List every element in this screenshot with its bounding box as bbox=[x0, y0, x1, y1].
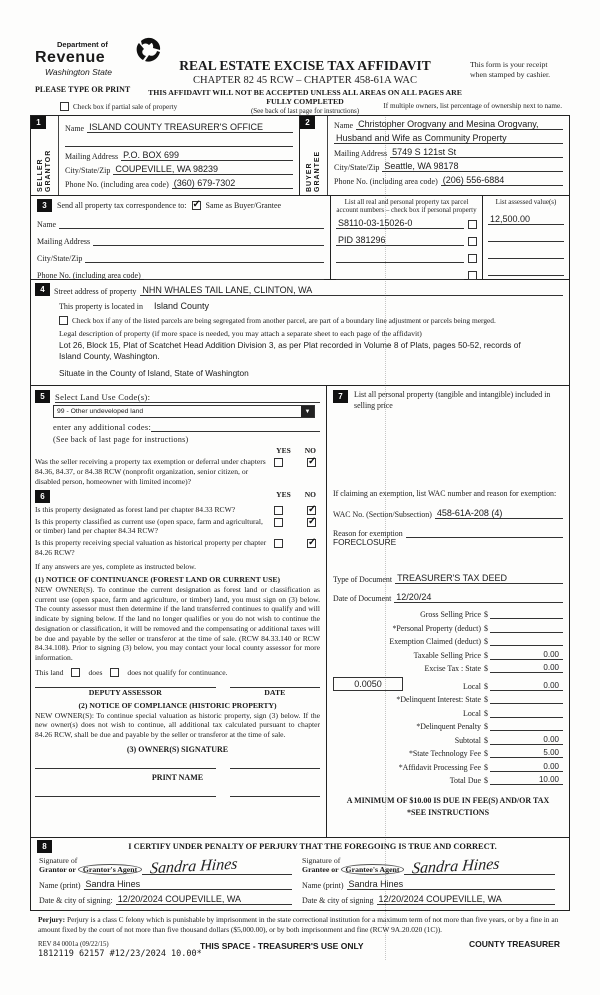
does-label: does bbox=[88, 667, 103, 677]
fee-row-total-due: Total Due $ 10.00 bbox=[333, 775, 563, 785]
certification-section bbox=[31, 838, 569, 910]
additional-codes-field[interactable] bbox=[151, 421, 320, 432]
send-correspondence-label: Send all property tax correspondence to: bbox=[57, 201, 187, 210]
grantee-label: Grantee or bbox=[302, 865, 339, 875]
personal-property-label: List all personal property (tangible and intangible) included in selling price bbox=[354, 390, 551, 410]
form-footer bbox=[30, 938, 570, 971]
q3-no-checkbox[interactable] bbox=[307, 539, 316, 548]
grantee-signature-field[interactable] bbox=[404, 855, 555, 878]
form-warning: THIS AFFIDAVIT WILL NOT BE ACCEPTED UNLESS ALL AREAS ON ALL PAGES ARE FULLY COMPLETED bbox=[148, 88, 462, 106]
reason-exemption-value[interactable]: FORECLOSURE bbox=[333, 537, 397, 548]
exemption-note: If claiming an exemption, list WAC number and reason for exemption: bbox=[333, 489, 557, 499]
grantee-sig-label: Signature of bbox=[302, 855, 341, 865]
fee-label: Total Due bbox=[449, 776, 481, 786]
notice1-title: (1) NOTICE OF CONTINUANCE (FOREST LAND OR CURRENT USE) bbox=[35, 575, 281, 585]
buyer-address-field[interactable]: 5749 S 121st St bbox=[390, 147, 563, 158]
county-treasurer-label: COUNTY TREASURER bbox=[469, 938, 560, 949]
fee-row-exemption: Exemption Claimed (deduct) $ bbox=[333, 636, 563, 646]
fee-value-field[interactable] bbox=[490, 721, 563, 731]
land-use-section bbox=[35, 390, 320, 403]
current-use-question bbox=[35, 517, 320, 537]
property-location-section bbox=[31, 280, 569, 385]
tax-correspondence-section bbox=[31, 196, 331, 279]
buyer-city-field[interactable]: Seattle, WA 98178 bbox=[382, 161, 563, 172]
grantee-print-field[interactable]: Sandra Hines bbox=[347, 879, 555, 890]
fee-label: Local bbox=[463, 681, 481, 691]
fee-row-delinq-state: *Delinquent Interest: State $ bbox=[333, 694, 563, 704]
assessed-value-field[interactable] bbox=[488, 248, 564, 259]
fee-table bbox=[333, 609, 563, 785]
form-title: REAL ESTATE EXCISE TAX AFFIDAVIT bbox=[179, 58, 431, 73]
deputy-assessor-label: DEPUTY ASSESSOR bbox=[88, 687, 162, 697]
grantee-signature-block bbox=[300, 855, 563, 905]
doc-type-label: Type of Document bbox=[333, 575, 393, 585]
section-3-number: 3 bbox=[37, 199, 52, 212]
fee-label: *Delinquent Interest: State bbox=[396, 695, 481, 705]
section-2-number: 2 bbox=[300, 116, 315, 129]
fee-row-penalty: *Delinquent Penalty $ bbox=[333, 721, 563, 731]
fee-label: Subtotal bbox=[454, 735, 481, 745]
fee-value-field[interactable] bbox=[490, 708, 563, 718]
section-6-number: 6 bbox=[35, 490, 50, 503]
land-use-dropdown[interactable] bbox=[53, 405, 315, 418]
grantee-side-label: GRANTEE bbox=[314, 150, 321, 192]
please-type-label: PLEASE TYPE OR PRINT bbox=[35, 85, 131, 94]
buyer-phone-label: Phone No. (including area code) bbox=[334, 177, 438, 186]
seller-name-field-2[interactable] bbox=[65, 136, 293, 147]
fee-row-processing-fee: *Affidavit Processing Fee $ 0.00 bbox=[333, 762, 563, 772]
fee-row-gross: Gross Selling Price $ bbox=[333, 609, 563, 619]
parcel-personal-checkbox[interactable] bbox=[468, 220, 477, 229]
personal-property-section bbox=[333, 390, 563, 411]
owner-signature-line-2[interactable] bbox=[230, 768, 320, 769]
fee-value-field[interactable]: 5.00 bbox=[490, 748, 563, 758]
section-1-number: 1 bbox=[31, 116, 46, 129]
doc-date-field[interactable]: 12/20/24 bbox=[394, 592, 563, 603]
seller-name-field[interactable]: ISLAND COUNTY TREASURER'S OFFICE bbox=[87, 122, 293, 133]
legal-description-label: Legal description of property (if more space is needed, you may attach a separate sheet to each page of the affidavit) bbox=[59, 329, 422, 338]
reason-exemption-field[interactable] bbox=[406, 527, 563, 538]
buyer-name-field[interactable]: Christopher Orogvany and Mesina Orogvany, bbox=[356, 119, 563, 130]
land-does-not-checkbox[interactable] bbox=[110, 668, 119, 677]
buyer-city-label: City/State/Zip bbox=[334, 163, 380, 172]
grantor-agent-label: Grantor's Agent bbox=[78, 864, 142, 875]
corr-phone-label: Phone No. (including area code) bbox=[37, 271, 141, 280]
fee-label: *Personal Property (deduct) bbox=[392, 623, 481, 633]
section-6-header bbox=[35, 490, 320, 503]
fee-label: Gross Selling Price bbox=[420, 610, 481, 620]
grantor-side-label: GRANTOR bbox=[45, 149, 52, 192]
forest-land-question bbox=[35, 505, 320, 515]
treasurer-stamp: 1812119 62157 #12/23/2024 10.00* bbox=[38, 948, 202, 959]
grantor-date-field[interactable]: 12/20/2024 COUPEVILLE, WA bbox=[116, 894, 292, 905]
section-8-number: 8 bbox=[37, 840, 52, 853]
seller-name-label: Name bbox=[65, 124, 85, 133]
owner-signature-line[interactable] bbox=[35, 768, 216, 769]
grantee-date-label: Date & city of signing bbox=[302, 896, 374, 905]
tax-exemption-question bbox=[35, 457, 320, 487]
parcel-field[interactable] bbox=[336, 252, 464, 263]
seller-address-field[interactable]: P.O. BOX 699 bbox=[121, 150, 293, 161]
fee-label: *Delinquent Penalty bbox=[416, 722, 481, 732]
land-use-selected-value: 99 - Other undeveloped land bbox=[57, 408, 144, 415]
grantor-print-field[interactable]: Sandra Hines bbox=[84, 879, 292, 890]
perjury-text: Perjury is a class C felony which is punishable by imprisonment in the state correctional institution for a maximum term of not more than five years, or by a fine in an amount fixed by the court of not more than five thousand dollars ($5,000.00), or by both imprisonment and fine (RCW 9A.20.020 (1C)). bbox=[38, 915, 559, 934]
minimum-fee-note: A MINIMUM OF $10.00 IS DUE IN FEE(S) AND/OR TAX bbox=[346, 796, 550, 806]
wac-label: WAC No. (Section/Subsection) bbox=[333, 510, 432, 520]
fee-value-field[interactable]: 0.00 bbox=[490, 681, 563, 691]
section-4-number: 4 bbox=[35, 283, 50, 296]
parcel-numbers-section bbox=[331, 196, 483, 279]
see-instructions-note: *SEE INSTRUCTIONS bbox=[406, 807, 490, 817]
corr-address-field[interactable] bbox=[93, 235, 324, 246]
doc-type-field[interactable]: TREASURER'S TAX DEED bbox=[395, 573, 563, 584]
does-not-label: does not qualify for continuance. bbox=[127, 667, 228, 677]
grantor-label: Grantor or bbox=[39, 865, 76, 875]
perjury-notice bbox=[30, 913, 570, 937]
see-back-instructions: (See back of last page for instructions) bbox=[53, 435, 189, 444]
buyer-name-label: Name bbox=[334, 121, 354, 130]
logo-text: Washington State bbox=[45, 67, 112, 77]
corr-name-field[interactable] bbox=[59, 218, 324, 229]
seller-phone-field[interactable]: (360) 679-7302 bbox=[172, 178, 293, 189]
fee-label: Local bbox=[463, 708, 481, 718]
doc-date-label: Date of Document bbox=[333, 594, 392, 604]
wac-field[interactable]: 458-61A-208 (4) bbox=[435, 508, 563, 519]
legal-description-situate[interactable]: Situate in the County of Island, State of Washington bbox=[59, 367, 249, 378]
parcel-personal-checkbox[interactable] bbox=[468, 254, 477, 263]
fee-label: Excise Tax : State bbox=[424, 664, 481, 674]
assessed-header: List assessed value(s) bbox=[495, 198, 557, 206]
grantor-signature-field[interactable] bbox=[142, 855, 292, 878]
this-land-label: This land bbox=[35, 667, 64, 677]
q2-no-checkbox[interactable] bbox=[307, 518, 316, 527]
grantor-signature: Sandra Hines bbox=[149, 855, 239, 878]
grantor-print-label: Name (print) bbox=[39, 881, 81, 890]
grantor-sig-label: Signature of bbox=[39, 855, 78, 865]
grantor-signature-block bbox=[37, 855, 300, 905]
corr-phone-field[interactable] bbox=[144, 269, 324, 280]
fee-label: Exemption Claimed (deduct) bbox=[389, 637, 481, 647]
notice2-title: (2) NOTICE OF COMPLIANCE (HISTORIC PROPERTY) bbox=[78, 700, 277, 710]
fee-value-field[interactable]: 10.00 bbox=[490, 775, 563, 785]
seller-side-label: SELLER bbox=[37, 158, 44, 192]
parcel-personal-checkbox[interactable] bbox=[468, 237, 477, 246]
buyer-section bbox=[300, 116, 569, 195]
buyer-phone-field[interactable]: (206) 556-6884 bbox=[441, 175, 563, 186]
same-as-buyer-checkbox[interactable] bbox=[192, 201, 201, 210]
q2-yes-checkbox[interactable] bbox=[274, 518, 283, 527]
fee-value-field[interactable]: 0.00 bbox=[490, 762, 563, 772]
fee-value-field[interactable]: 0.00 bbox=[490, 735, 563, 745]
q1-yes-checkbox[interactable] bbox=[274, 506, 283, 515]
assessed-value-field[interactable] bbox=[488, 265, 564, 276]
fee-value-field[interactable]: 0.00 bbox=[490, 650, 563, 660]
fee-value-field[interactable] bbox=[490, 609, 563, 619]
question-text: Is this property designated as forest land per chapter 84.33 RCW? bbox=[35, 504, 236, 514]
fee-value-field[interactable] bbox=[490, 623, 563, 633]
owner-print-name-line[interactable] bbox=[35, 796, 216, 797]
partial-sale-label: Check box if partial sale of property bbox=[73, 102, 178, 111]
assessed-values-section bbox=[483, 196, 569, 279]
logo-text: Department of bbox=[57, 40, 108, 49]
yes-header: YES bbox=[276, 446, 291, 455]
corr-city-label: City/State/Zip bbox=[37, 254, 83, 263]
form-body bbox=[30, 115, 570, 911]
dropdown-arrow-icon[interactable]: ▼ bbox=[301, 406, 314, 417]
notice1-body: NEW OWNER(S). To continue the current designation as forest land or classification as current use (open space, farm and agriculture, or timber) land, you must sign on (3) below. The county assessor must then determine if the land transferred continues to qualify and will indicate by signing below. If the land no longer qualifies or you do not wish to continue the designation or classification, it will be removed and the compensating or additional taxes will be due and payable by the seller or transferor at the time of sale. (RCW 84.33.140 or RCW 84.34.108). Prior to signing (3) below, you may contact your local county assessor for more information. bbox=[35, 585, 320, 663]
print-name-label: PRINT NAME bbox=[151, 772, 204, 782]
q1-no-checkbox[interactable] bbox=[307, 506, 316, 515]
parcel-header: List all real and personal property tax parcel account numbers – check box if personal property bbox=[336, 198, 477, 215]
question-text: Is this property receiving special valuation as historical property per chapter 84.26 RCW? bbox=[35, 538, 267, 558]
seller-city-field[interactable]: COUPEVILLE, WA 98239 bbox=[113, 164, 293, 175]
fee-label: *Affidavit Processing Fee bbox=[398, 762, 481, 772]
legal-description-value[interactable]: Lot 26, Block 15, Plat of Scatchet Head Addition Division 3, as per Plat recorded in Volume 8 of Plats, pages 50-52, records of Island County, Washington. bbox=[59, 340, 521, 361]
no-header: NO bbox=[304, 489, 316, 499]
buyer-name-field-2[interactable]: Husband and Wife as Community Property bbox=[334, 133, 563, 144]
fee-label: *State Technology Fee bbox=[408, 749, 481, 759]
grantee-agent-label: Grantee's Agent bbox=[341, 864, 405, 875]
fee-value-field[interactable] bbox=[490, 694, 563, 704]
segregated-label: Check box if any of the listed parcels are being segregated from another parcel, are part of a boundary line adjustment or parcels being merged. bbox=[72, 316, 496, 325]
land-does-checkbox[interactable] bbox=[71, 668, 80, 677]
located-in-label: This property is located in bbox=[59, 302, 143, 311]
assessed-value-field[interactable]: 12,500.00 bbox=[488, 214, 564, 225]
fee-row-excise-state: Excise Tax : State $ 0.00 bbox=[333, 663, 563, 673]
parcel-field[interactable]: PID 381296 bbox=[336, 235, 464, 246]
assessed-value-field[interactable] bbox=[488, 231, 564, 242]
rev-number: REV 84 0001a (09/22/15) bbox=[38, 940, 109, 948]
certify-statement: I CERTIFY UNDER PENALTY OF PERJURY THAT THE FOREGOING IS TRUE AND CORRECT. bbox=[128, 842, 497, 851]
buyer-address-label: Mailing Address bbox=[334, 149, 388, 158]
dor-logo bbox=[35, 40, 112, 77]
fee-row-subtotal: Subtotal $ 0.00 bbox=[333, 735, 563, 745]
section-5-number: 5 bbox=[35, 390, 50, 403]
grantor-date-label: Date & city of signing: bbox=[39, 896, 113, 905]
local-rate-box[interactable]: 0.0050 bbox=[333, 677, 403, 691]
reason-exemption-label: Reason for exemption bbox=[333, 529, 403, 539]
multiple-owners-note: If multiple owners, list percentage of ownership next to name. bbox=[383, 102, 562, 110]
fee-value-field[interactable]: 0.00 bbox=[490, 663, 563, 673]
section-7-number: 7 bbox=[333, 390, 348, 403]
located-in-value[interactable]: Island County bbox=[153, 301, 210, 311]
if-yes-note: If any answers are yes, complete as instructed below. bbox=[35, 562, 197, 572]
land-use-label: Select Land Use Code(s): bbox=[55, 392, 320, 403]
question-text: Was the seller receiving a property tax exemption or deferral under chapters 84.36, 84.37, or 84.38 RCW (nonprofit organization, senior citizen, or disabled person, homeowner with limited income)? bbox=[35, 457, 266, 486]
street-address-field[interactable]: NHN WHALES TAIL LANE, CLINTON, WA bbox=[140, 285, 563, 296]
fee-row-delinq-local: Local $ bbox=[333, 708, 563, 718]
street-address-label: Street address of property bbox=[54, 287, 137, 296]
treasurer-use-only-label: THIS SPACE - TREASURER'S USE ONLY bbox=[200, 940, 364, 951]
question-text: Is this property classified as current use (open space, farm and agricultural, or timber) land per chapter 84.34 RCW? bbox=[35, 516, 263, 536]
seller-section bbox=[31, 116, 300, 195]
additional-codes-label: enter any additional codes: bbox=[53, 423, 152, 432]
yes-header: YES bbox=[276, 489, 291, 499]
fee-row-personal: *Personal Property (deduct) $ bbox=[333, 623, 563, 633]
date-label: DATE bbox=[264, 687, 286, 697]
seller-city-label: City/State/Zip bbox=[65, 166, 111, 175]
grantee-print-label: Name (print) bbox=[302, 881, 344, 890]
partial-sale-checkbox[interactable] bbox=[60, 102, 69, 111]
parcel-field[interactable]: S8110-03-15026-0 bbox=[336, 218, 464, 229]
fee-row-tech-fee: *State Technology Fee $ 5.00 bbox=[333, 748, 563, 758]
perjury-label: Perjury: bbox=[38, 915, 66, 924]
seller-address-label: Mailing Address bbox=[65, 152, 119, 161]
form-subtitle: CHAPTER 82 45 RCW – CHAPTER 458-61A WAC bbox=[193, 75, 417, 86]
owner-print-name-line-2[interactable] bbox=[230, 796, 320, 797]
notice2-body: NEW OWNER(S): To continue special valuation as historic property, sign (3) below. If the new owner(s) does not wish to continue, all additional tax calculated pursuant to chapter 84.26 RCW, shall be due and payable by the seller or transferor at the time of sale. bbox=[35, 710, 320, 740]
parcel-field[interactable] bbox=[336, 269, 464, 280]
seller-phone-label: Phone No. (including area code) bbox=[65, 180, 169, 189]
buyer-side-label: BUYER bbox=[306, 162, 313, 192]
see-back-note: (See back of last page for instructions) bbox=[250, 107, 360, 115]
fee-label: Taxable Selling Price bbox=[413, 650, 481, 660]
receipt-note: This form is your receipt when stamped by cashier. bbox=[470, 60, 551, 79]
corr-address-label: Mailing Address bbox=[37, 237, 91, 246]
fee-row-excise-local: 0.0050 Local $ 0.00 bbox=[333, 677, 563, 691]
logo-text: Revenue bbox=[35, 49, 106, 66]
segregated-checkbox[interactable] bbox=[59, 316, 68, 325]
s5-no-checkbox[interactable] bbox=[307, 458, 316, 467]
fee-value-field[interactable] bbox=[490, 636, 563, 646]
same-as-buyer-label: Same as Buyer/Grantee bbox=[205, 201, 282, 210]
corr-name-label: Name bbox=[37, 220, 57, 229]
q3-yes-checkbox[interactable] bbox=[274, 539, 283, 548]
s5-yes-checkbox[interactable] bbox=[274, 458, 283, 467]
no-header: NO bbox=[304, 446, 316, 455]
historical-property-question bbox=[35, 538, 320, 558]
owners-signature-label: (3) OWNER(S) SIGNATURE bbox=[126, 744, 229, 754]
corr-city-field[interactable] bbox=[85, 252, 324, 263]
grantee-date-field[interactable]: 12/20/2024 COUPEVILLE, WA bbox=[377, 894, 555, 905]
grantee-signature: Sandra Hines bbox=[411, 855, 501, 878]
fee-row-taxable: Taxable Selling Price $ 0.00 bbox=[333, 650, 563, 660]
parcel-personal-checkbox[interactable] bbox=[468, 271, 477, 280]
